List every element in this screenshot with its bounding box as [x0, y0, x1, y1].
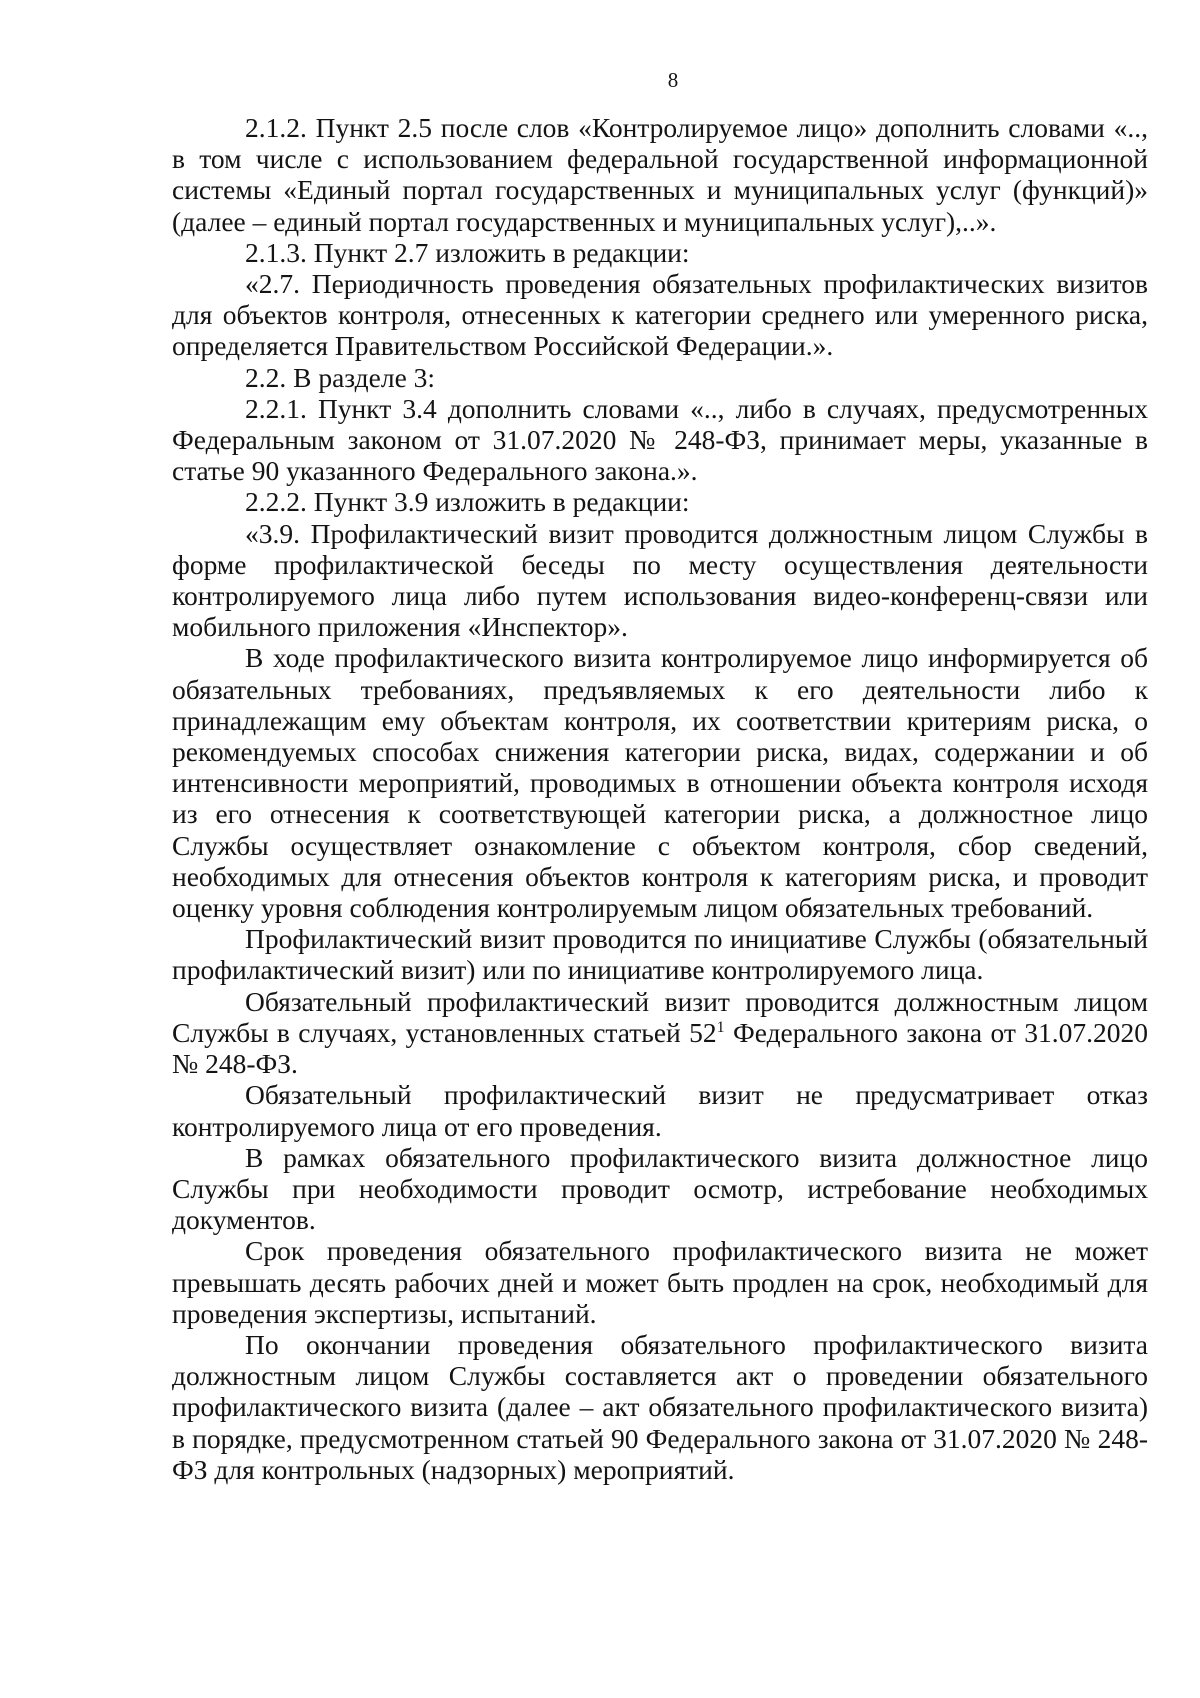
paragraph-2-2-2: 2.2.2. Пункт 3.9 изложить в редакции:: [245, 486, 690, 518]
paragraph-duration: Срок проведения обязательного профилактического визита не может превышать десять рабочих дней и может быть продлен на срок, необходимый для проведения экспертизы, испытаний.: [172, 1235, 1148, 1329]
paragraph-mandatory-visit-cases: [172, 986, 1148, 1080]
footnote-paragraph-after: Федерального закона от 31.07.2020 № 248-ФЗ.: [172, 1016, 1149, 1080]
paragraph-2-7-text: «2.7. Периодичность проведения обязательных профилактических визитов для объектов контроля, отнесенных к категории среднего или умеренного риска, определяется Правительством Российской Федерации.».: [172, 268, 1148, 362]
paragraph-visit-information: В ходе профилактического визита контролируемое лицо информируется об обязательных требованиях, предъявляемых к его деятельности либо к принадлежащим ему объектам контроля, их соответствии критериям риска, о рекомендуемых способах снижения категории риска, видах, содержании и об интенсивности мероприятий, проводимых в отношении объекта контроля исходя из его отнесения к соответствующей категории риска, а должностное лицо Службы осуществляет ознакомление с объектом контроля, сбор сведений, необходимых для отнесения объектов контроля к категориям риска, и проводит оценку уровня соблюдения контролируемым лицом обязательных требований.: [172, 642, 1148, 924]
footnote-superscript: 1: [716, 1018, 725, 1036]
footnote-paragraph-before: Обязательный профилактический визит проводится должностным лицом Службы в случаях, установленных статьей 52: [172, 985, 1148, 1048]
paragraph-no-refusal: Обязательный профилактический визит не предусматривает отказ контролируемого лица от его проведения.: [172, 1079, 1148, 1142]
paragraph-visit-initiative: Профилактический визит проводится по инициативе Службы (обязательный профилактический визит) или по инициативе контролируемого лица.: [172, 923, 1148, 986]
paragraph-2-1-2: 2.1.2. Пункт 2.5 после слов «Контролируемое лицо» дополнить словами «.., в том числе с использованием федеральной государственной информационной системы «Единый портал государственных и муниципальных услуг (функций)» (далее – единый портал государственных и муниципальных услуг),..».: [172, 112, 1148, 237]
paragraph-act: По окончании проведения обязательного профилактического визита должностным лицом Службы составляется акт о проведении обязательного профилактического визита (далее – акт обязательного профилактического визита) в порядке, предусмотренном статьей 90 Федерального закона от 31.07.2020 № 248-ФЗ для контрольных (надзорных) мероприятий.: [172, 1328, 1148, 1485]
paragraph-2-2-1: 2.2.1. Пункт 3.4 дополнить словами «.., либо в случаях, предусмотренных Федеральным законом от 31.07.2020 № 248-ФЗ, принимает меры, указанные в статье 90 указанного Федерального закона.».: [172, 392, 1148, 487]
paragraph-inspection: В рамках обязательного профилактического визита должностное лицо Службы при необходимости проводит осмотр, истребование необходимых документов.: [172, 1141, 1148, 1236]
paragraph-2-2: 2.2. В разделе 3:: [245, 361, 436, 393]
document-body: [172, 112, 1148, 1485]
paragraph-3-9-text: «3.9. Профилактический визит проводится должностным лицом Службы в форме профилактической беседы по месту осуществления деятельности контролируемого лица либо путем использования видео-конференц-связи или мобильного приложения «Инспектор».: [172, 517, 1148, 643]
page-number: 8: [667, 68, 679, 92]
paragraph-2-1-3: 2.1.3. Пункт 2.7 изложить в редакции:: [245, 236, 690, 268]
